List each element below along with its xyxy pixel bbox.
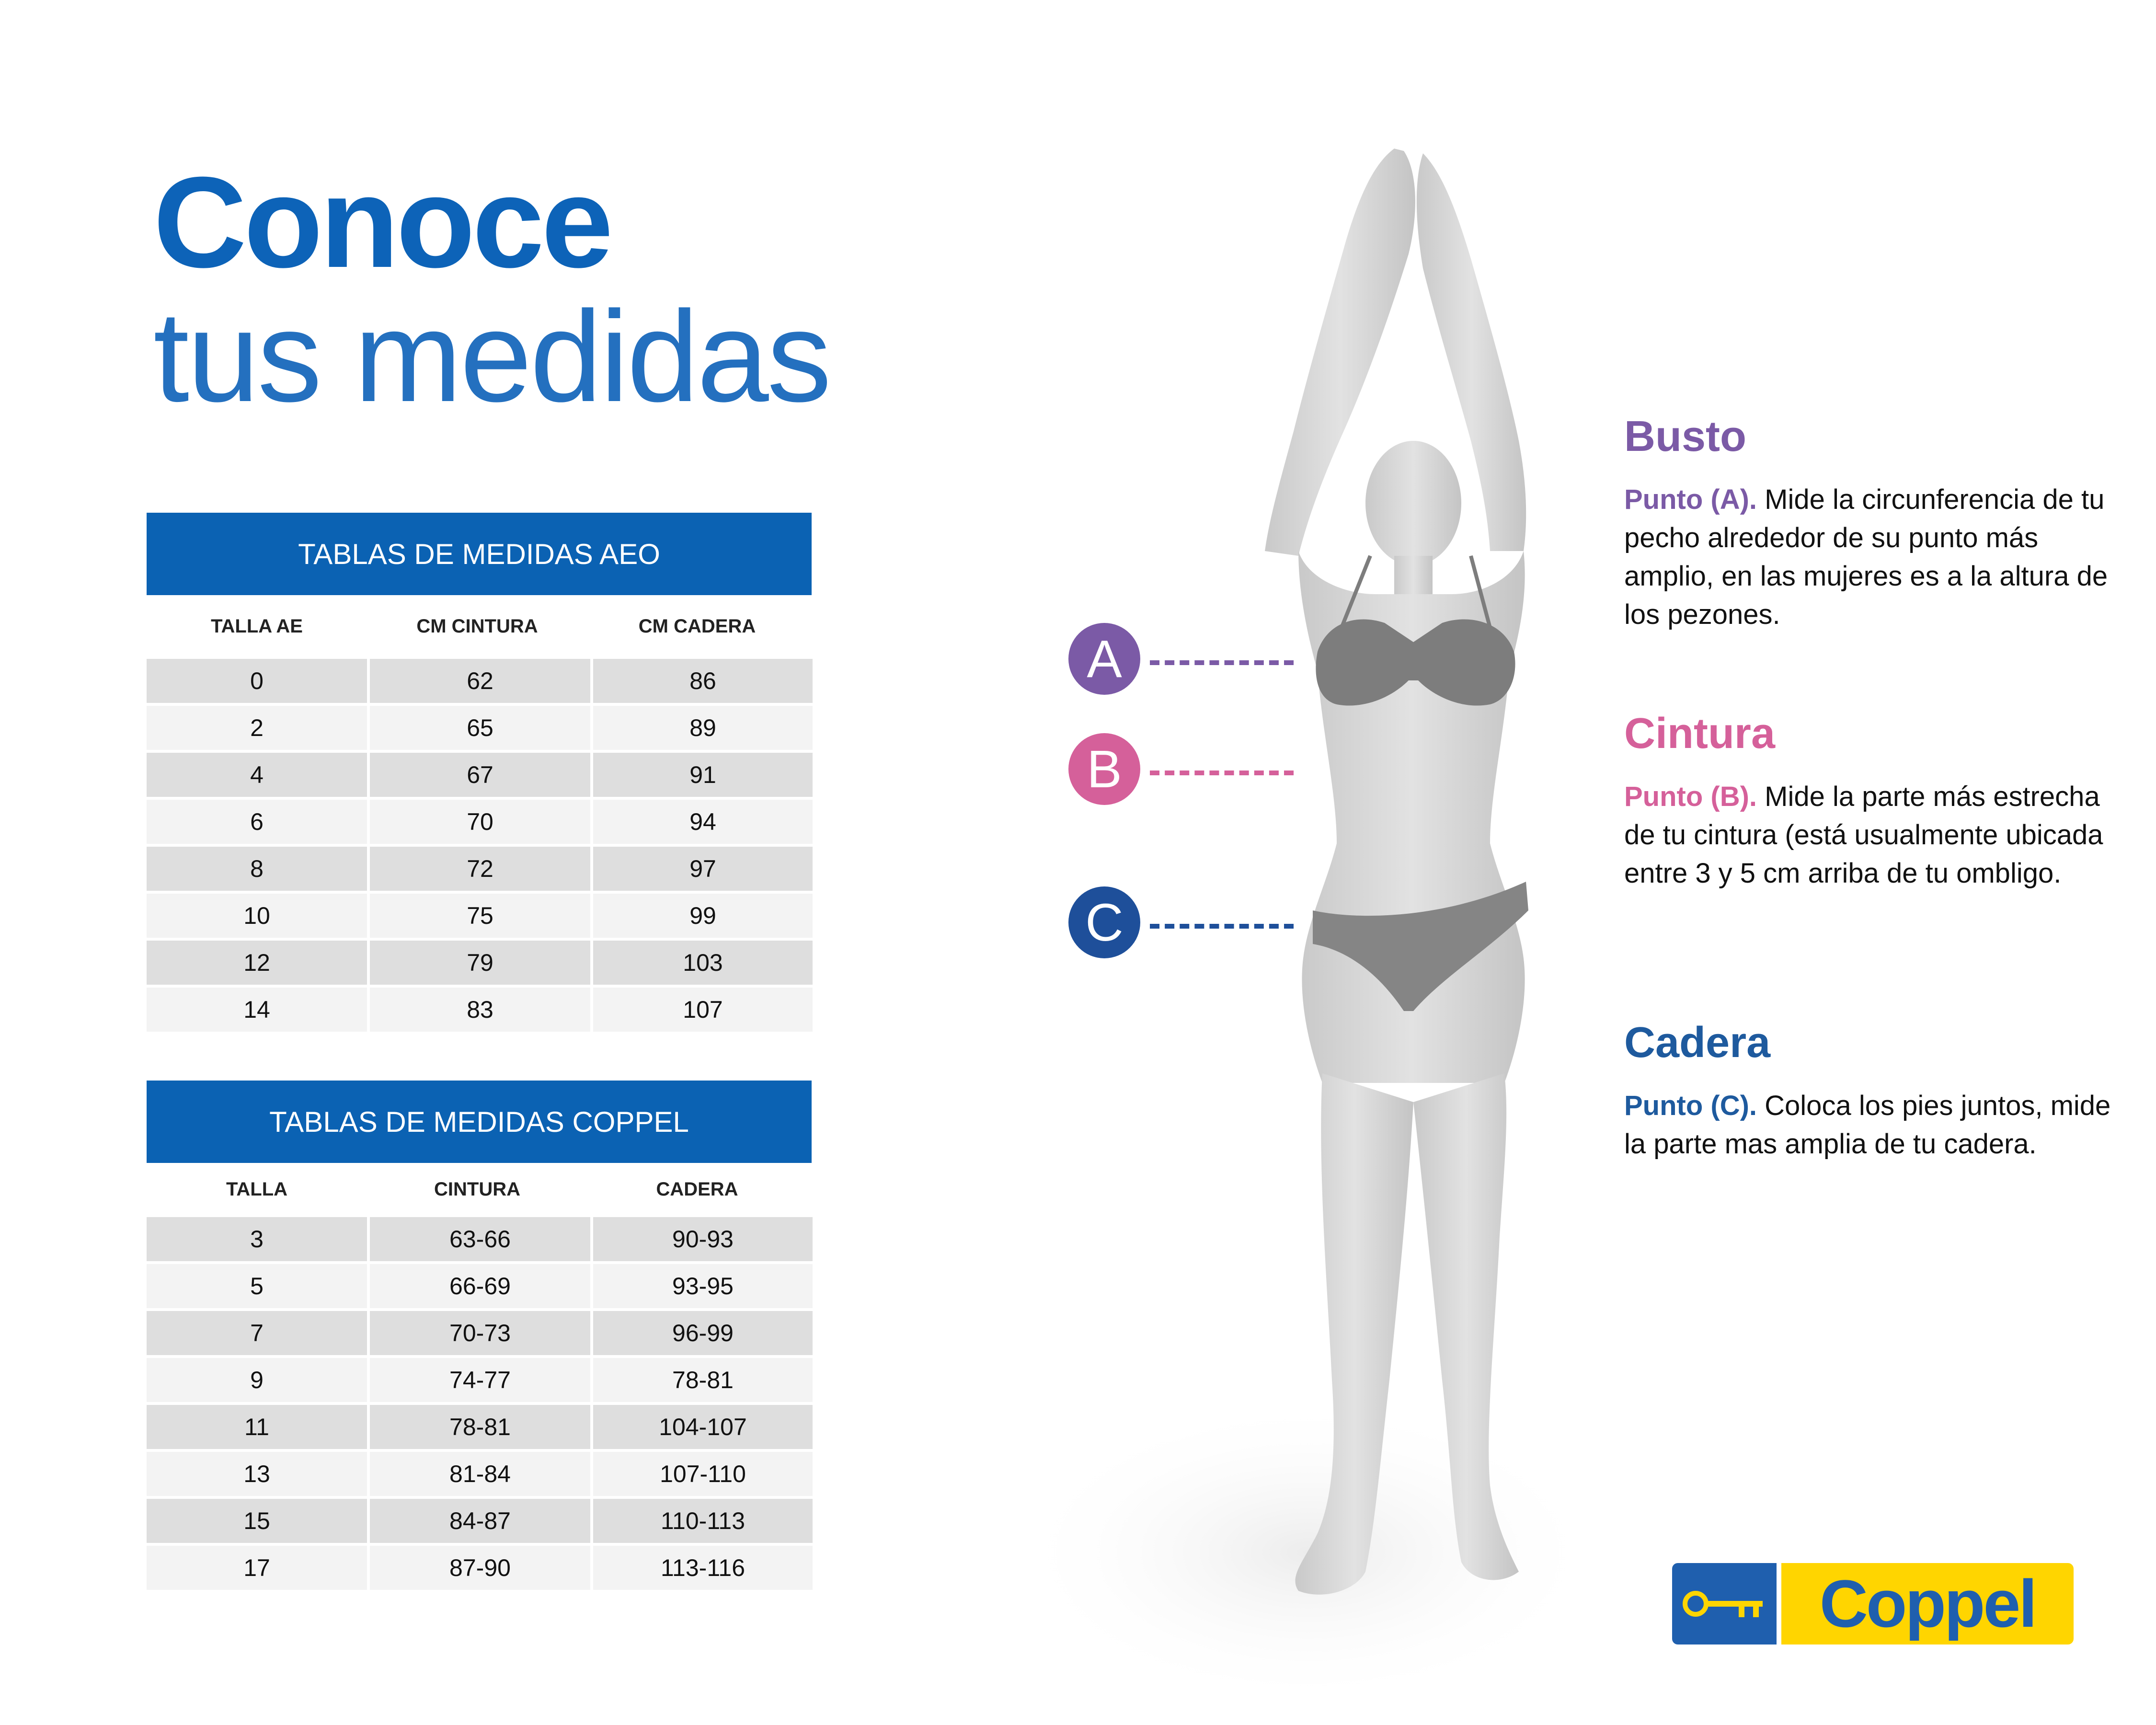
column-header: CM CINTURA	[416, 615, 538, 637]
table-cell: 103	[593, 941, 813, 985]
column-header: CINTURA	[434, 1178, 520, 1200]
table-coppel-columns	[147, 1163, 817, 1216]
table-row	[147, 1263, 817, 1310]
punto-label: Punto (A).	[1624, 484, 1757, 515]
table-cell: 9	[147, 1358, 367, 1402]
table-cell: 5	[147, 1264, 367, 1308]
table-cell: 83	[370, 988, 590, 1032]
marker-a: A	[1068, 623, 1140, 695]
page-title-line2: tus medidas	[153, 285, 830, 429]
table-cell: 78-81	[370, 1405, 590, 1449]
section-title: Busto	[1624, 413, 1746, 460]
table-cell: 2	[147, 706, 367, 750]
table-cell: 7	[147, 1311, 367, 1355]
table-cell: 6	[147, 800, 367, 844]
table-row	[147, 751, 817, 798]
coppel-logo	[1672, 1563, 2074, 1644]
table-cell: 93-95	[593, 1264, 813, 1308]
table-cell: 63-66	[370, 1217, 590, 1261]
section-title: Cintura	[1624, 710, 1775, 758]
table-cell: 8	[147, 847, 367, 891]
column-header: CM CADERA	[638, 615, 756, 637]
table-cell: 104-107	[593, 1405, 813, 1449]
table-cell: 13	[147, 1452, 367, 1496]
section-cadera	[1624, 1018, 2132, 1163]
table-row	[147, 845, 817, 892]
table-aeo-body	[147, 657, 817, 1033]
table-row	[147, 939, 817, 986]
table-aeo-title: TABLAS DE MEDIDAS AEO	[147, 513, 812, 595]
table-cell: 3	[147, 1217, 367, 1261]
table-row	[147, 1450, 817, 1497]
key-icon	[1672, 1563, 1777, 1644]
column-header: TALLA	[226, 1178, 288, 1200]
table-cell: 90-93	[593, 1217, 813, 1261]
section-text	[1624, 778, 2132, 893]
table-cell: 15	[147, 1499, 367, 1543]
table-cell: 11	[147, 1405, 367, 1449]
table-cell: 96-99	[593, 1311, 813, 1355]
table-aeo	[147, 513, 817, 1033]
table-row	[147, 1310, 817, 1357]
column-header: CADERA	[656, 1178, 738, 1200]
table-cell: 72	[370, 847, 590, 891]
table-row	[147, 1216, 817, 1263]
table-cell: 62	[370, 659, 590, 703]
table-coppel-title: TABLAS DE MEDIDAS COPPEL	[147, 1081, 812, 1163]
table-cell: 0	[147, 659, 367, 703]
section-description: Coloca los pies juntos, mide la parte mas amplia de tu cadera.	[1624, 1090, 2111, 1160]
table-cell: 97	[593, 847, 813, 891]
table-cell: 99	[593, 894, 813, 938]
table-coppel-body	[147, 1216, 817, 1591]
column-header: TALLA AE	[211, 615, 303, 637]
table-cell: 67	[370, 753, 590, 797]
page-title-line1: Conoce	[153, 150, 611, 295]
table-cell: 74-77	[370, 1358, 590, 1402]
table-cell: 66-69	[370, 1264, 590, 1308]
section-description: Mide la parte más estrecha de tu cintura (está usualmente ubicada entre 3 y 5 cm arriba de tu ombligo.	[1624, 781, 2103, 889]
marker-b: B	[1068, 733, 1140, 805]
table-cell: 81-84	[370, 1452, 590, 1496]
marker-a-dashes	[1150, 660, 1294, 665]
section-title: Cadera	[1624, 1019, 1771, 1067]
logo-name: Coppel	[1781, 1563, 2074, 1644]
section-text	[1624, 1087, 2132, 1163]
table-cell: 87-90	[370, 1546, 590, 1590]
table-cell: 89	[593, 706, 813, 750]
table-cell: 70	[370, 800, 590, 844]
table-row	[147, 1357, 817, 1403]
table-coppel	[147, 1081, 817, 1591]
table-cell: 113-116	[593, 1546, 813, 1590]
table-row	[147, 1497, 817, 1544]
marker-c: C	[1068, 886, 1140, 958]
marker-b-dashes	[1150, 770, 1294, 775]
table-cell: 110-113	[593, 1499, 813, 1543]
table-cell: 94	[593, 800, 813, 844]
table-cell: 65	[370, 706, 590, 750]
punto-label: Punto (B).	[1624, 781, 1757, 812]
table-row	[147, 704, 817, 751]
table-cell: 12	[147, 941, 367, 985]
table-row	[147, 892, 817, 939]
table-aeo-columns	[147, 595, 817, 657]
table-row	[147, 1544, 817, 1591]
table-row	[147, 657, 817, 704]
table-cell: 107-110	[593, 1452, 813, 1496]
marker-c-dashes	[1150, 924, 1294, 929]
table-row	[147, 1403, 817, 1450]
table-cell: 78-81	[593, 1358, 813, 1402]
table-cell: 10	[147, 894, 367, 938]
table-cell: 70-73	[370, 1311, 590, 1355]
table-cell: 86	[593, 659, 813, 703]
table-cell: 91	[593, 753, 813, 797]
table-cell: 84-87	[370, 1499, 590, 1543]
table-row	[147, 986, 817, 1033]
table-cell: 14	[147, 988, 367, 1032]
table-cell: 4	[147, 753, 367, 797]
table-row	[147, 798, 817, 845]
table-cell: 17	[147, 1546, 367, 1590]
punto-label: Punto (C).	[1624, 1090, 1757, 1121]
section-description: Mide la circunferencia de tu pecho alrededor de su punto más amplio, en las mujeres es a la altura de los pezones.	[1624, 484, 2108, 630]
section-busto	[1624, 412, 2132, 634]
table-cell: 75	[370, 894, 590, 938]
section-cintura	[1624, 709, 2132, 893]
section-text	[1624, 481, 2132, 634]
table-cell: 107	[593, 988, 813, 1032]
table-cell: 79	[370, 941, 590, 985]
